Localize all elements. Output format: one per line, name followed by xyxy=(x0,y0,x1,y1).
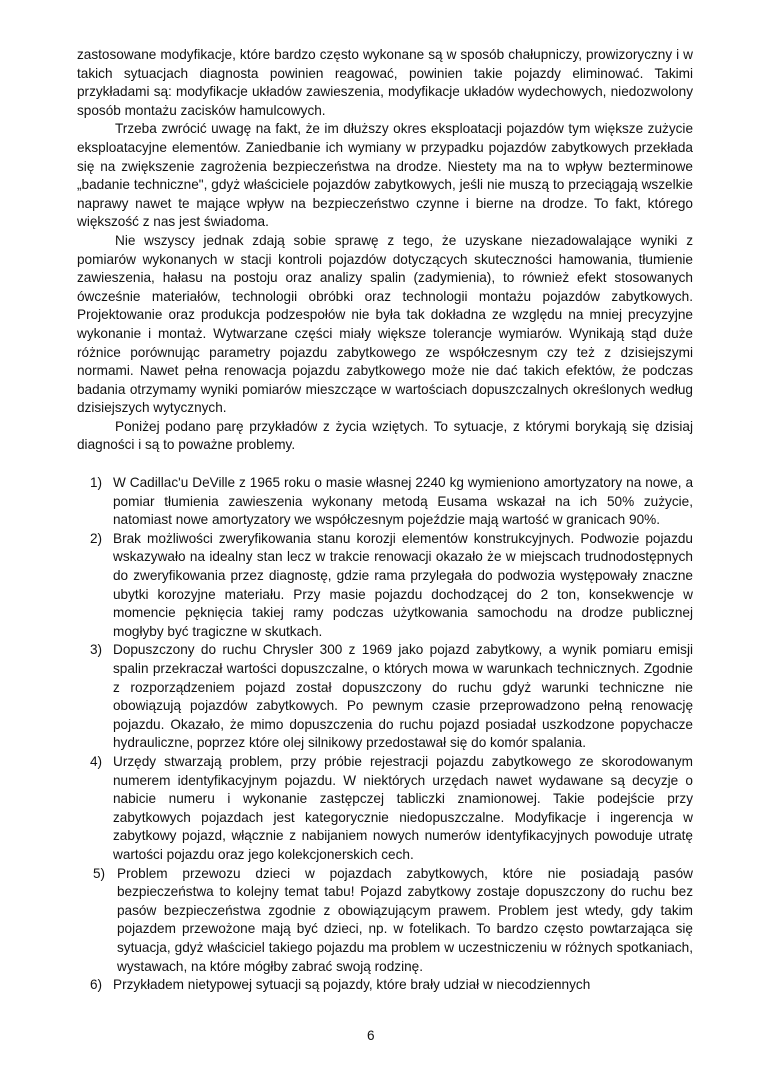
list-item xyxy=(77,976,693,995)
examples-list xyxy=(77,474,693,995)
spacer xyxy=(77,455,693,474)
list-item-text: W Cadillac'u DeVille z 1965 roku o masie własnej 2240 kg wymieniono amortyzatory na nowe, a pomiar tłumienia zawieszenia wykonany metodą Eusama wskazał na ich 50% zużycie, natomiast nowe amortyzatory we współczesnym pojeździe mają wartość w granicach 90%. xyxy=(113,475,693,528)
paragraph-3: Nie wszyscy jednak zdają sobie sprawę z tego, że uzyskane niezadowalające wyniki z pomiarów wykonanych w stacji kontroli pojazdów dotyczących skuteczności hamowania, tłumienie zawieszenia, hałasu na postoju oraz analizy spalin (zadymienia), to również efekt stosowanych ówcześnie materiałów, technologii obróbki oraz technologii montażu pojazdów zabytkowych. Projektowanie oraz produkcja podzespołów nie była tak dokładna ze względu na mniej precyzyjne wykonanie i montaż. Wytwarzane części miały większe tolerancje wymiarów. Wynikają stąd duże różnice porównując parametry pojazdu zabytkowego ze współczesnym czy też z dzisiejszymi normami. Nawet pełna renowacja pojazdu zabytkowego może nie dać takich efektów, że podczas badania otrzymamy wyniki pomiarów mieszczące w wartościach dopuszczalnych określonych według dzisiejszych wytycznych. xyxy=(77,232,693,416)
list-item-text: Urzędy stwarzają problem, przy próbie rejestracji pojazdu zabytkowego ze skorodowanym numerem identyfikacyjnym pojazdu. W niektórych urzędach nawet wydawane są decyzje o nabicie numeru i wykonanie zastępczej tabliczki znamionowej. Takie podejście przy zabytkowych pojazdach jest kategorycznie niedopuszczalne. Modyfikacje i ingerencja w zabytkowy pojazd, włącznie z nabijaniem nowych numerów identyfikacyjnych powoduje utratę wartości pojazdu oraz jego kolekcjonerskich cech. xyxy=(113,753,693,862)
page-number: 6 xyxy=(367,1028,375,1043)
paragraph-4: Poniżej podano parę przykładów z życia wziętych. To sytuacje, z którymi borykają się dzisiaj diagności i są to poważne problemy. xyxy=(77,418,693,453)
list-item xyxy=(77,753,693,865)
list-item-text: Przykładem nietypowej sytuacji są pojazdy, które brały udział w niecodziennych xyxy=(113,977,591,993)
list-item-number: 3) xyxy=(90,642,103,658)
list-item-text: Problem przewozu dzieci w pojazdach zabytkowych, które nie posiadają pasów bezpieczeństwa to kolejny temat tabu! Pojazd zabytkowy zostaje dopuszczony do ruchu bez pasów bezpieczeństwa zgodnie z obowiązującym prawem. Problem jest wtedy, gdy takim pojazdem przewożone mają być dzieci, np. w fotelikach. To bardzo często powtarzająca się sytuacja, gdyż właściciel takiego pojazdu ma problem w uczestniczeniu w różnych spotkaniach, wystawach, na które mógłby zabrać swoją rodzinę. xyxy=(117,865,693,974)
list-item-number: 6) xyxy=(90,977,103,993)
list-item-text: Brak możliwości zweryfikowania stanu korozji elementów konstrukcyjnych. Podwozie pojazdu wskazywało na idealny stan lecz w trakcie renowacji okazało że w miejscach trudnodostępnych do zweryfikowania przez diagnostę, gdzie rama przylegała do podwozia występowały znaczne ubytki korozyjne materiału. Przy masie pojazdu dochodzącej do 2 ton, konsekwencje w momencie pęknięcia takiej ramy podczas użytkowania samochodu na drodze publicznej mogłyby być tragiczne w skutkach. xyxy=(113,530,693,639)
list-item-number: 1) xyxy=(90,475,103,491)
list-item-number: 4) xyxy=(90,753,103,769)
document-body xyxy=(77,46,693,995)
list-item-number: 5) xyxy=(93,865,106,881)
list-item xyxy=(77,641,693,753)
list-item xyxy=(77,474,693,530)
list-item xyxy=(77,865,693,977)
paragraph-2: Trzeba zwrócić uwagę na fakt, że im dłuższy okres eksploatacji pojazdów tym większe zużycie eksploatacyjne elementów. Zaniedbanie ich wymiany w przypadku pojazdów zabytkowych przekłada się na zwiększenie zagrożenia bezpieczeństwa na drodze. Niestety ma na to wpływ bezterminowe „badanie techniczne", gdyż właściciele pojazdów zabytkowych, jeśli nie muszą to przeciągają wszelkie naprawy nawet te mające wpływ na bezpieczeństwo czynne i bierne na drodze. To fakt, którego większość z nas jest świadoma. xyxy=(77,121,693,230)
list-item-number: 2) xyxy=(90,530,103,546)
list-item xyxy=(77,530,693,642)
list-item-text: Dopuszczony do ruchu Chrysler 300 z 1969 jako pojazd zabytkowy, a wynik pomiaru emisji spalin przekraczał wartości dopuszczalne, o których mowa w warunkach technicznych. Zgodnie z rozporządzeniem pojazd został dopuszczony do ruchu gdyż warunki techniczne nie obowiązują pojazdów zabytkowych. Po pewnym czasie przeprowadzono pełną renowację pojazdu. Okazało, że mimo dopuszczenia do ruchu pojazd posiadał uszkodzone popychacze hydrauliczne, poprzez które olej silnikowy przedostawał się do komór spalania. xyxy=(113,642,693,751)
paragraph-1: zastosowane modyfikacje, które bardzo często wykonane są w sposób chałupniczy, prowizoryczny i w takich sytuacjach diagnosta powinien reagować, powinien takie pojazdy eliminować. Takimi przykładami są: modyfikacje układów zawieszenia, modyfikacje układów wydechowych, niedozwolony sposób montażu zacisków hamulcowych. xyxy=(77,47,693,118)
